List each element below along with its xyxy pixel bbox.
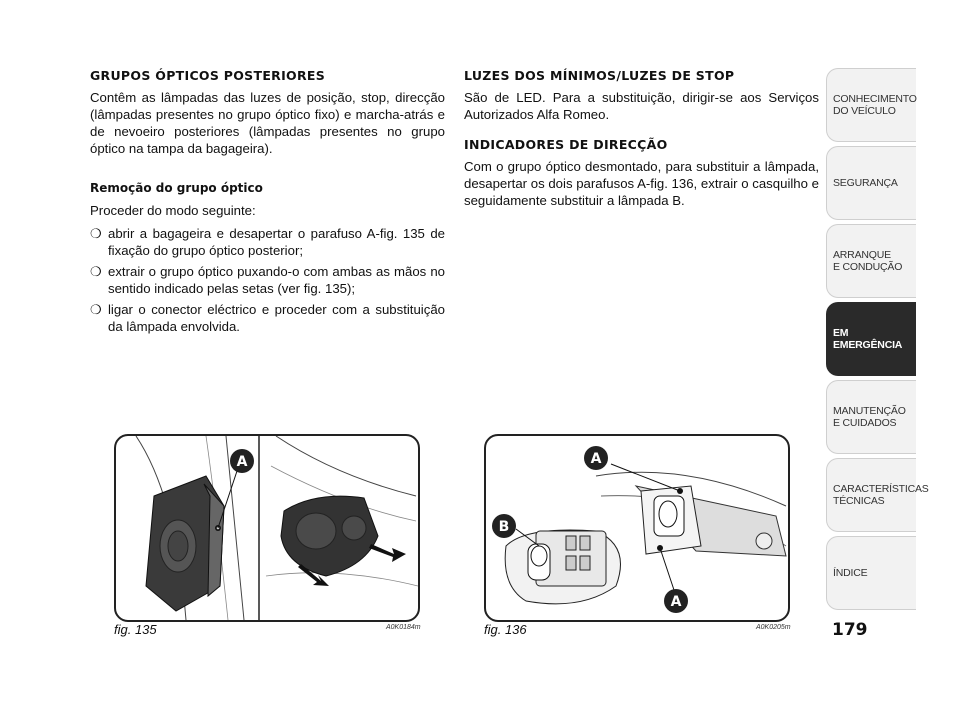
tab-seguranca[interactable]: SEGURANÇA (826, 146, 916, 220)
figure-135-code: A0K0184m (386, 624, 421, 631)
figure-136-illustration (486, 436, 788, 620)
figure-135 (114, 434, 420, 622)
list-item: ❍ ligar o conector eléctrico e proceder com a substituição da lâmpada envolvida. (90, 302, 445, 334)
section-heading-indicators: INDICADORES DE DIRECÇÃO (464, 137, 668, 152)
tab-caracteristicas[interactable]: CARACTERÍSTICAS TÉCNICAS (826, 458, 916, 532)
section-heading-rear-lights: GRUPOS ÓPTICOS POSTERIORES (90, 68, 326, 83)
subheading-removal: Remoção do grupo óptico (90, 181, 263, 195)
procedure-intro: Proceder do modo seguinte: (90, 203, 256, 218)
label-a-top: A (590, 451, 602, 467)
tab-arranque[interactable]: ARRANQUE E CONDUÇÃO (826, 224, 916, 298)
tab-manutencao[interactable]: MANUTENÇÃO E CUIDADOS (826, 380, 916, 454)
indicators-paragraph: Com o grupo óptico desmontado, para substituir a lâmpada, desapertar os dois parafusos A-fig. 136, extrair o casquilho e seguidamente substituir a lâmpada B. (464, 159, 819, 208)
label-b: B (498, 519, 510, 535)
bullet-icon: ❍ (90, 226, 102, 241)
figure-136 (484, 434, 790, 622)
section-heading-stop-lights: LUZES DOS MÍNIMOS/LUZES DE STOP (464, 68, 735, 83)
section-tabs (826, 68, 929, 614)
right-column (464, 68, 819, 215)
left-column (90, 68, 445, 339)
steps-list (90, 225, 445, 335)
tab-indice[interactable]: ÍNDICE (826, 536, 916, 610)
bullet-icon: ❍ (90, 264, 102, 279)
label-a-bottom: A (670, 594, 682, 610)
page-number: 179 (832, 620, 868, 640)
list-item: ❍ abrir a bagageira e desapertar o parafuso A-fig. 135 de fixação do grupo óptico posterior; (90, 226, 445, 258)
tab-conhecimento[interactable]: CONHECIMENTO DO VEÍCULO (826, 68, 916, 142)
intro-paragraph: Contêm as lâmpadas das luzes de posição, stop, direcção (lâmpadas presentes no grupo óptico fixo) e marcha-atrás e de nevoeiro posteriores (lâmpadas presentes no grupo óptico na tampa da bagageira). (90, 90, 445, 156)
figure-135-caption: fig. 135 (114, 622, 157, 637)
figure-136-caption: fig. 136 (484, 622, 527, 637)
tab-emergencia[interactable]: EM EMERGÊNCIA (826, 302, 916, 376)
figure-135-illustration (116, 436, 418, 620)
figure-136-code: A0K0205m (756, 624, 791, 631)
stop-lights-paragraph: São de LED. Para a substituição, dirigir-se aos Serviços Autorizados Alfa Romeo. (464, 90, 819, 122)
bullet-icon: ❍ (90, 302, 102, 317)
label-a: A (236, 454, 248, 470)
list-item: ❍ extrair o grupo óptico puxando-o com ambas as mãos no sentido indicado pelas setas (ver fig. 135); (90, 264, 445, 296)
